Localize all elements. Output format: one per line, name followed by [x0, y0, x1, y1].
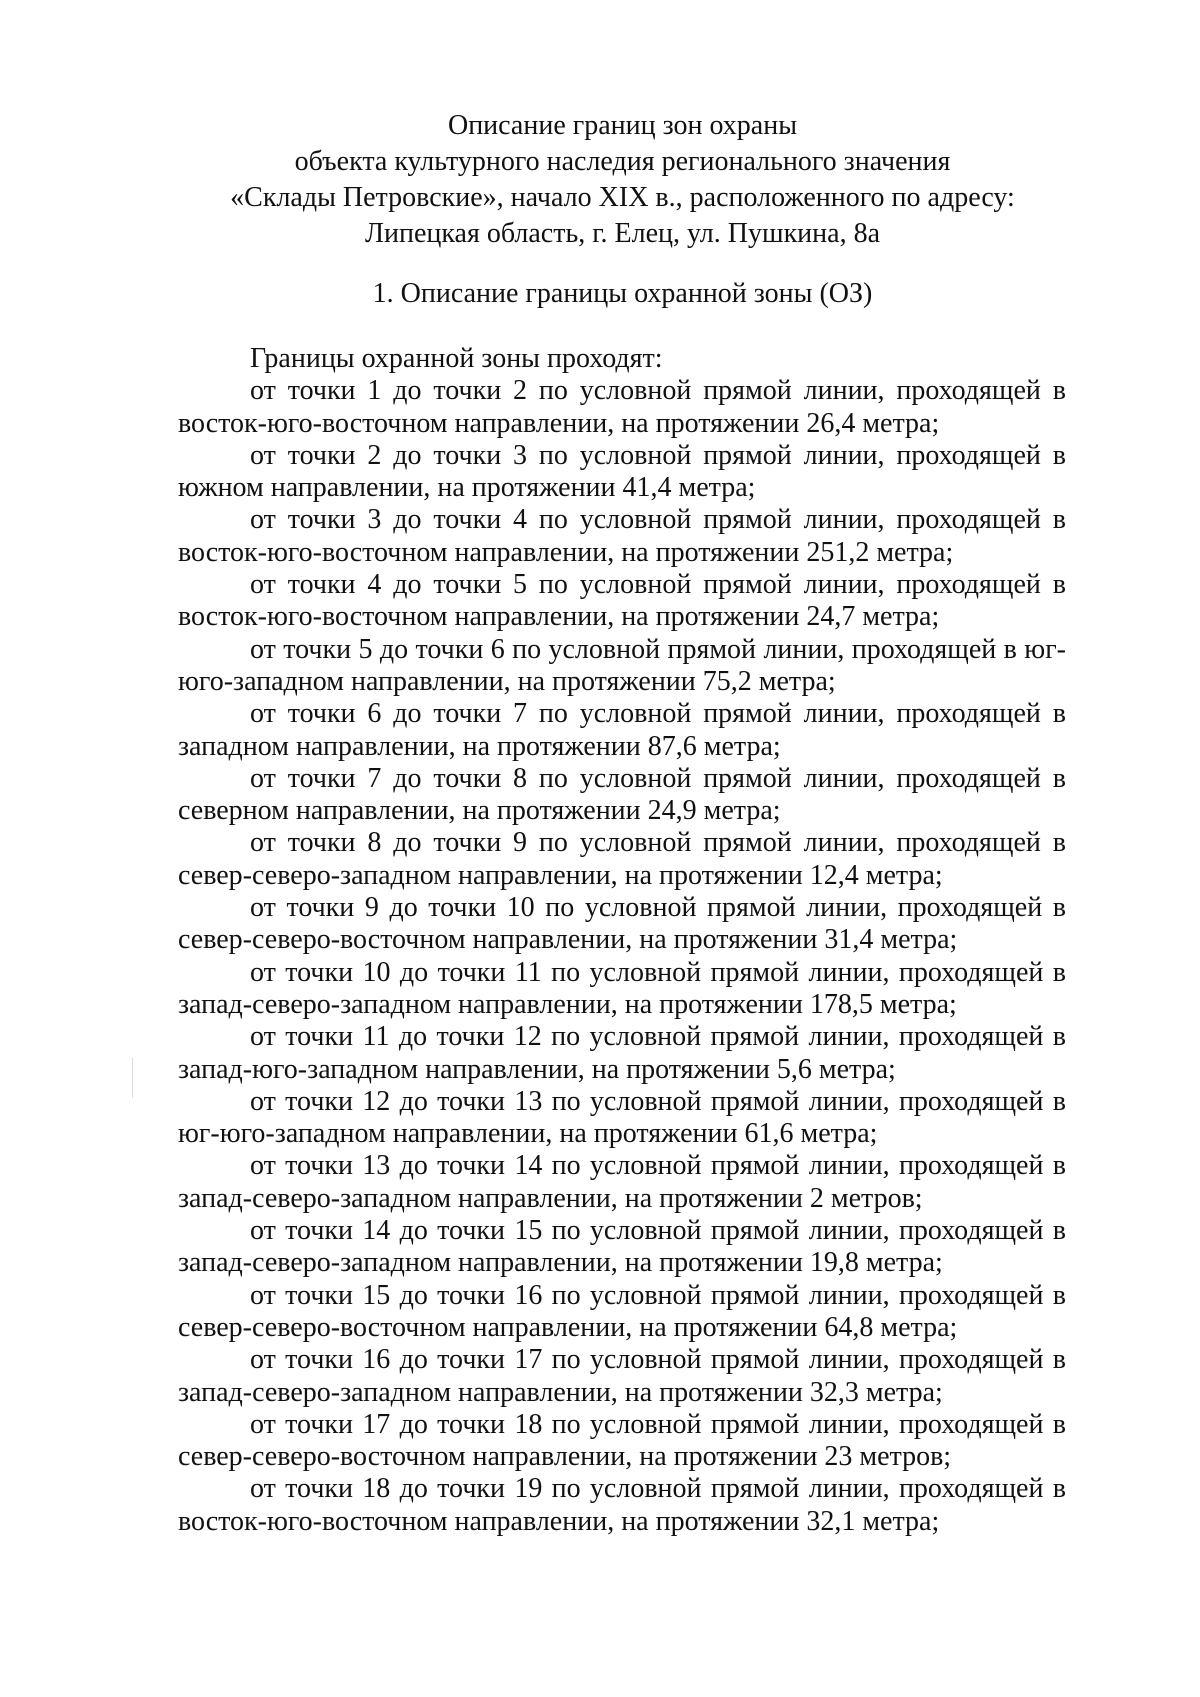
- boundary-segment: от точки 17 до точки 18 по условной прямой линии, проходящей в север-северо-восточном направлении, на протяжении 23 метров;: [178, 1408, 1066, 1473]
- boundary-segment: от точки 2 до точки 3 по условной прямой линии, проходящей в южном направлении, на протяжении 41,4 метра;: [178, 439, 1066, 504]
- title-line: Липецкая область, г. Елец, ул. Пушкина, 8а: [364, 218, 880, 249]
- title-line: Описание границ зон охраны: [447, 110, 798, 141]
- title-line: «Склады Петровские», начало XIX в., расположенного по адресу:: [230, 182, 1015, 213]
- boundary-segment: от точки 16 до точки 17 по условной прямой линии, проходящей в запад-северо-западном направлении, на протяжении 32,3 метра;: [178, 1344, 1066, 1408]
- boundary-description: [178, 343, 1066, 1538]
- boundary-segment: от точки 11 до точки 12 по условной прямой линии, проходящей в запад-юго-западном направлении, на протяжении 5,6 метра;: [178, 1021, 1066, 1085]
- boundary-segment: от точки 10 до точки 11 по условной прямой линии, проходящей в запад-северо-западном направлении, на протяжении 178,5 метра;: [178, 956, 1066, 1020]
- section-heading: 1. Описание границы охранной зоны (ОЗ): [372, 278, 873, 309]
- boundary-segment: от точки 15 до точки 16 по условной прямой линии, проходящей в север-северо-восточном направлении, на протяжении 64,8 метра;: [178, 1279, 1066, 1343]
- boundary-segment: от точки 13 до точки 14 по условной прямой линии, проходящей в запад-северо-западном направлении, на протяжении 2 метров;: [178, 1150, 1066, 1214]
- boundary-segment: от точки 12 до точки 13 по условной прямой линии, проходящей в юг-юго-западном направлении, на протяжении 61,6 метра;: [178, 1085, 1066, 1150]
- boundary-segment: от точки 14 до точки 15 по условной прямой линии, проходящей в запад-северо-западном направлении, на протяжении 19,8 метра;: [178, 1215, 1066, 1279]
- boundary-segment: от точки 4 до точки 5 по условной прямой линии, проходящей в восток-юго-восточном направлении, на протяжении 24,7 метра;: [178, 569, 1066, 633]
- boundary-segment: от точки 8 до точки 9 по условной прямой линии, проходящей в север-северо-западном направлении, на протяжении 12,4 метра;: [178, 827, 1066, 891]
- scan-margin-mark: [132, 1058, 133, 1098]
- boundary-segment: от точки 6 до точки 7 по условной прямой линии, проходящей в западном направлении, на протяжении 87,6 метра;: [178, 698, 1066, 762]
- boundary-segment: от точки 1 до точки 2 по условной прямой линии, проходящей в восток-юго-восточном направлении, на протяжении 26,4 метра;: [178, 375, 1066, 439]
- boundary-segment: от точки 7 до точки 8 по условной прямой линии, проходящей в северном направлении, на протяжении 24,9 метра;: [178, 762, 1066, 827]
- boundary-segment: от точки 9 до точки 10 по условной прямой линии, проходящей в север-северо-восточном направлении, на протяжении 31,4 метра;: [178, 892, 1066, 956]
- title-line: объекта культурного наследия регионального значения: [294, 146, 951, 177]
- boundary-segment: от точки 3 до точки 4 по условной прямой линии, проходящей в восток-юго-восточном направлении, на протяжении 251,2 метра;: [178, 504, 1066, 568]
- document-title: [180, 108, 1065, 252]
- boundary-segment: от точки 18 до точки 19 по условной прямой линии, проходящей в восток-юго-восточном направлении, на протяжении 32,1 метра;: [178, 1473, 1066, 1537]
- boundary-segment: от точки 5 до точки 6 по условной прямой линии, проходящей в юг-юго-западном направлении, на протяжении 75,2 метра;: [178, 633, 1066, 697]
- boundary-intro: Границы охранной зоны проходят:: [250, 343, 663, 374]
